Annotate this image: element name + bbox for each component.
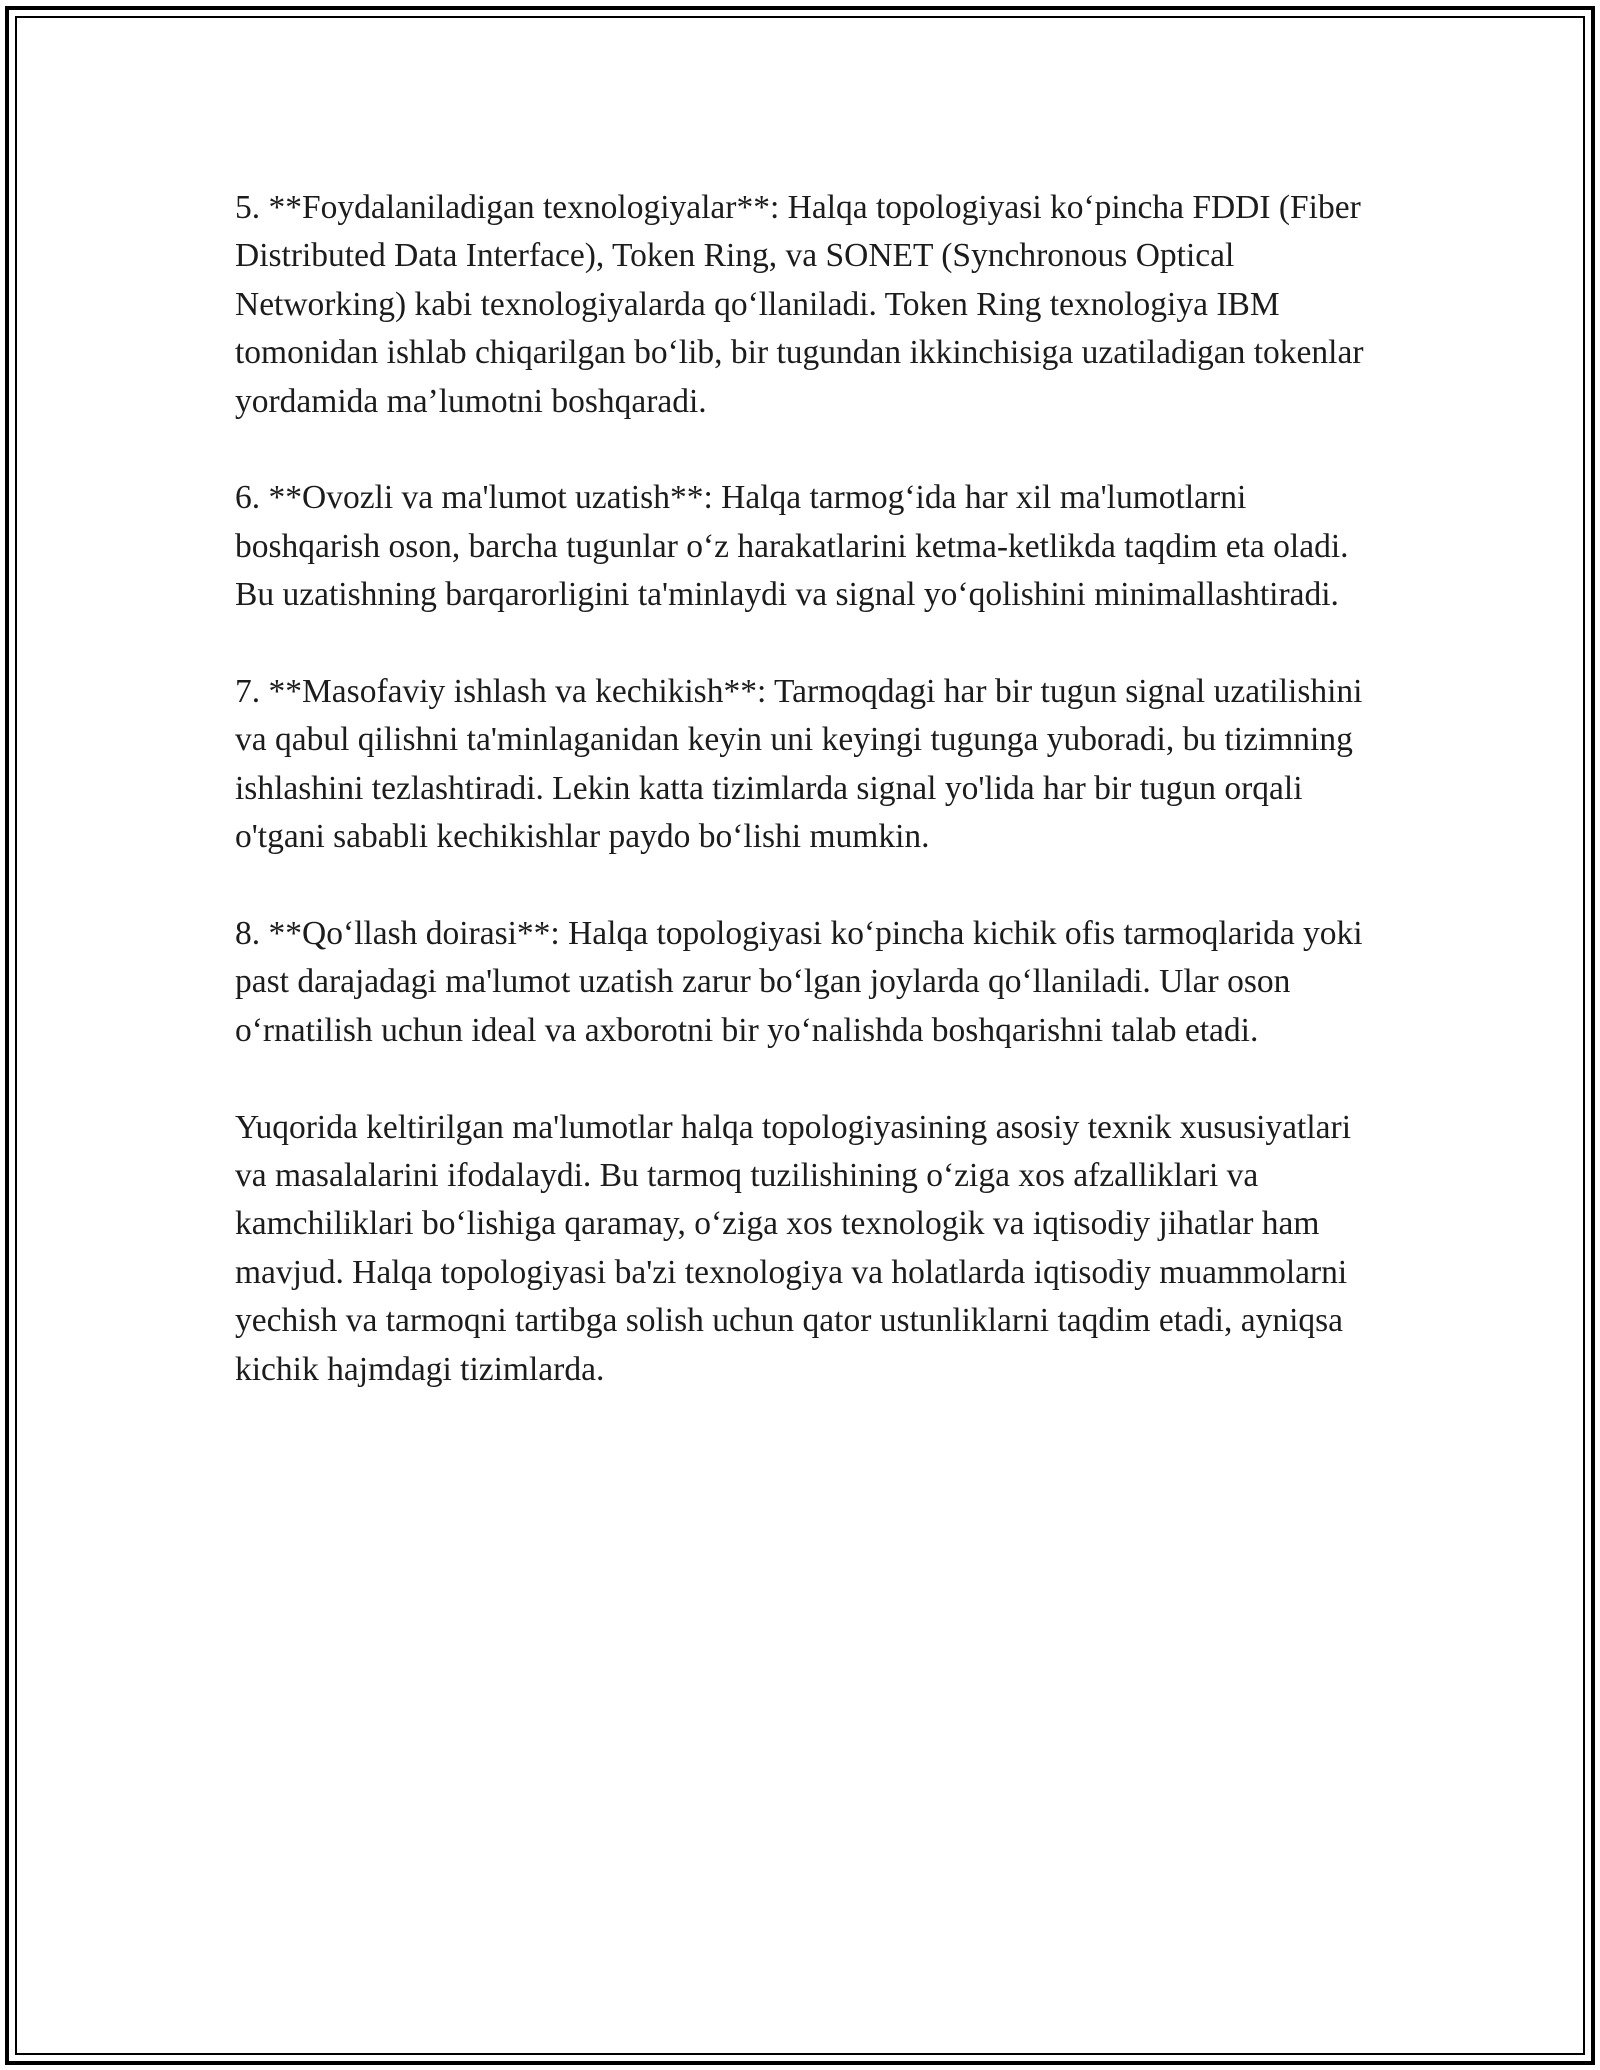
paragraph-conclusion: Yuqorida keltirilgan ma'lumotlar halqa topologiyasining asosiy texnik xususiyatlari va masalalarini ifodalaydi. Bu tarmoq tuzilishining o‘ziga xos afzalliklari va kamchiliklari bo‘lishiga qaramay, o‘ziga xos texnologik va iqtisodiy jihatlar ham mavjud. Halqa topologiyasi ba'zi texnologiya va holatlarda iqtisodiy muammolarni yechish va tarmoqni tartibga solish uchun qator ustunliklarni taqdim etadi, ayniqsa kichik hajmdagi tizimlarda.	[235, 1108, 1352, 1388]
paragraph-technologies: 5. **Foydalaniladigan texnologiyalar**: Halqa topologiyasi ko‘pincha FDDI (Fiber Distributed Data Interface), Token Ring, va SONET (Synchronous Optical Networking) kabi texnologiyalarda qo‘llaniladi. Token Ring texnologiya IBM tomonidan ishlab chiqarilgan bo‘lib, bir tugundan ikkinchisiga uzatiladigan tokenlar yordamida ma’lumotni boshqaradi.	[235, 189, 1364, 420]
paragraph-voice-data-transfer: 6. **Ovozli va ma'lumot uzatish**: Halqa tarmog‘ida har xil ma'lumotlarni boshqarish oson, barcha tugunlar o‘z harakatlarini ketma-ketlikda taqdim eta oladi. Bu uzatishning barqarorligini ta'minlaydi va signal yo‘qolishini minimallashtiradi.	[235, 479, 1349, 614]
document-body	[235, 184, 1370, 1394]
paragraph-remote-operation-latency: 7. **Masofaviy ishlash va kechikish**: Tarmoqdagi har bir tugun signal uzatilishini va qabul qilishni ta'minlaganidan keyin uni keyingi tugunga yuboradi, bu tizimning ishlashini tezlashtiradi. Lekin katta tizimlarda signal yo'lida har bir tugun orqali o'tgani sababli kechikishlar paydo bo‘lishi mumkin.	[235, 673, 1363, 856]
paragraph-application-scope: 8. **Qo‘llash doirasi**: Halqa topologiyasi ko‘pincha kichik ofis tarmoqlarida yoki past darajadagi ma'lumot uzatish zarur bo‘lgan joylarda qo‘llaniladi. Ular oson o‘rnatilish uchun ideal va axborotni bir yo‘nalishda boshqarishni talab etadi.	[235, 915, 1363, 1049]
